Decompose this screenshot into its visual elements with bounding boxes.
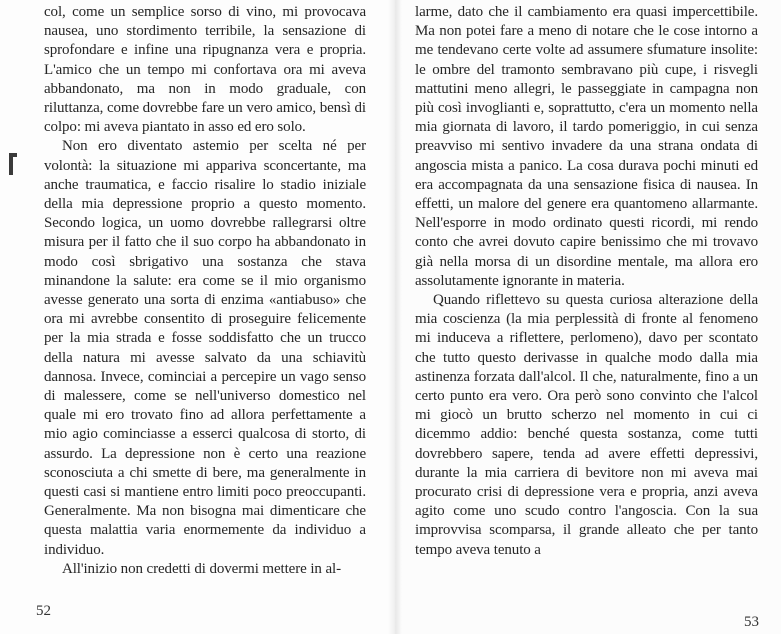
- right-paragraph-1: larme, dato che il cambiamento era quasi impercettibile. Ma non potei fare a meno di notare che le cose intorno a me tendevano certe volte ad assumere sfumature insolite: le ombre del tramonto sembravano più cupe, i risvegli mattutini meno allegri, le passeggiate in campagna non più così invoglianti e, soprattutto, c'era un momento nella mia giornata di lavoro, il tardo pomeriggio, in cui senza preavviso mi sentivo invadere da una strana ondata di angoscia mista a panico. La cosa durava pochi minuti ed era accompagnata da una sensazione fisica di nausea. In effetti, un malore del genere era quantomeno allarmante. Nell'esporre in modo ordinato questi ricordi, mi rendo conto che avrei dovuto capire benissimo che mi trovavo già nella morsa di un disordine mentale, ma allora ero assolutamente ignorante in materia.: [415, 4, 758, 289]
- book-gutter: [388, 0, 402, 634]
- left-paragraph-2: Non ero diventato astemio per scelta né per volontà: la situazione mi appariva sconcertante, ma anche traumatica, e faccio risalire lo stadio iniziale della mia depressione proprio a questo momento. Secondo logica, un uomo dovrebbe rallegrarsi oltre misura per il fatto che il suo corpo ha abbandonato in modo così sbrigativo una sostanza che stava minandone la salute: era come se il mio organismo avesse generato una sorta di enzima «antiabuso» che ora mi avrebbe consentito di proseguire felicemente per la mia strada e fosse soddisfatto che un trucco della natura mi avesse salvato da una schiavitù dannosa. Invece, cominciai a percepire un vago senso di malessere, come se nell'universo domestico nel quale mi ero trovato fino ad allora perfettamente a mio agio cominciasse a esserci qualcosa di storto, di assurdo. La depressione non è certo una reazione sconosciuta a chi smette di bere, ma generalmente in questi casi si mantiene entro limiti poco preoccupanti. Generalmente. Ma non bisogna mai dimenticare che questa malattia varia enormemente da individuo a individuo.: [44, 138, 366, 558]
- right-page-number: 53: [744, 614, 759, 630]
- left-paragraph-3: All'inizio non credetti di dovermi mettere in al-: [62, 560, 341, 577]
- margin-bracket-mark: [6, 150, 20, 178]
- right-paragraph-2: Quando riflettevo su questa curiosa alterazione della mia coscienza (la mia perplessità di fronte al fenomeno mi induceva a riflettere, perlomeno), davo per scontato che tutto questo derivasse in qualche modo dalla mia astinenza forzata dall'alcol. Il che, naturalmente, fino a un certo punto era vero. Ora però sono convinto che l'alcol mi giocò un brutto scherzo nel momento in cui ci dicemmo addio: benché questa sostanza, come tutti dovrebbero sapere, tenda ad avere effetti depressivi, durante la mia carriera di bevitore non mi aveva mai procurato crisi di depressione vera e propria, anzi aveva agito come uno scudo contro l'angoscia. Con la sua improvvisa scomparsa, il grande alleato che per tanto tempo aveva tenuto a: [415, 292, 758, 558]
- left-page-number: 52: [36, 603, 51, 619]
- right-page-text: [415, 3, 758, 560]
- left-page-text: [44, 3, 366, 579]
- left-paragraph-1: col, come un semplice sorso di vino, mi provocava nausea, uno stordimento terribile, la sensazione di sprofondare e infine una ripugnanza vera e propria. L'amico che un tempo mi confortava ora mi aveva abbandonato, ma non in modo graduale, con riluttanza, come dovrebbe fare un vero amico, bensì di colpo: mi aveva piantato in asso ed ero solo.: [44, 4, 366, 136]
